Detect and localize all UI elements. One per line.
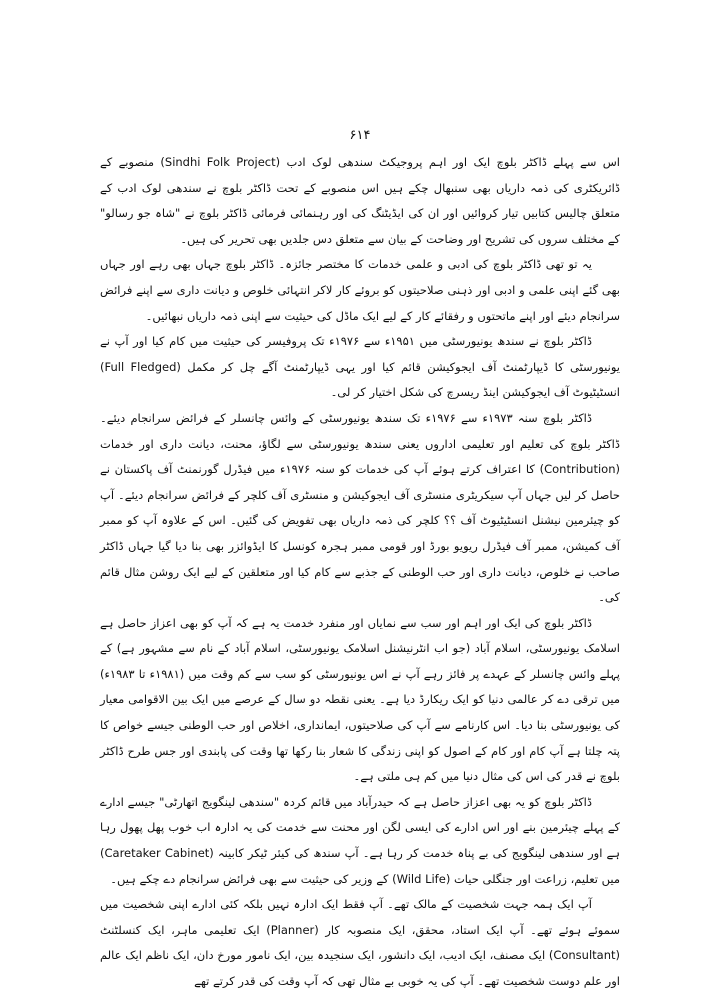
body-text [100, 150, 620, 995]
paragraph: ڈاکٹر بلوچ کو یہ بھی اعزاز حاصل ہے کہ حیدرآباد میں قائم کردہ "سندھی لینگویج اتھارٹی" جیسے ادارے کے پہلے چیئرمین بنے اور اس ادارے کی ایسی لگن اور محنت سے خدمت کی یہ ادارہ اب خوب پھل پھول رہا ہے اور سندھی لینگویج کی بے پناہ خدمت کر رہا ہے۔ آپ سندھ کی کیئر ٹیکر کابینہ (Caretaker Cabinet) میں تعلیم، زراعت اور جنگلی حیات (Wild Life) کے وزیر کی حیثیت سے بھی فرائض سرانجام دے چکے ہیں۔ [100, 794, 621, 886]
paragraph: آپ ایک ہمہ جہت شخصیت کے مالک تھے۔ آپ فقط ایک ادارہ نہیں بلکہ کئی ادارے اپنی شخصیت میں سموئے ہوئے تھے۔ آپ ایک استاد، محقق، ایک منصوبہ کار (Planner) ایک تعلیمی ماہر، ایک کنسلٹنٹ (Consultant) ایک مصنف، ایک ادیب، ایک دانشور، ایک سنجیدہ بین، ایک نامور مورخ دان، ایک ناظم ایک عالم اور علم دوست شخصیت تھے۔ آپ کی یہ خوبی بے مثال تھی کہ آپ وقت کی قدر کرتے تھے [100, 897, 620, 988]
page-number: ۶۱۴ [349, 128, 371, 143]
paragraph: ڈاکٹر بلوچ سنہ ۱۹۷۳ء سے ۱۹۷۶ء تک سندھ یونیورسٹی کے وائس چانسلر کے فرائض سرانجام دیئے۔ ڈاکٹر بلوچ کی تعلیم اور تعلیمی اداروں یعنی سندھ یونیورسٹی سے لگاؤ، محنت، دیانت داری اور خدمات (Contribution) کا اعتراف کرتے ہوئے آپ کی خدمات کو سنہ ۱۹۷۶ء میں فیڈرل گورنمنٹ آف پاکستان نے حاصل کر لیں جہاں آپ سیکریٹری منسٹری آف ایجوکیشن و منسٹری آف کلچر کے فرائض سرانجام دیئے۔ آپ کو چیئرمین نیشنل انسٹیٹیوٹ آف ؟؟ کلچر کی ذمہ داریاں بھی تفویض کی گئیں۔ اس کے علاوہ آپ کو ممبر آف کمیشن، ممبر آف فیڈرل ریویو بورڈ اور قومی ممبر ہجرہ کونسل کا ایڈوائزر بھی بنا دیا گیا جہاں ڈاکٹر صاحب نے خلوص، دیانت داری اور حب الوطنی کے جذبے سے کام کیا اور متعلقین کے لیے ایک روشن مثال قائم کی۔ [100, 410, 620, 605]
paragraph: ڈاکٹر بلوچ نے سندھ یونیورسٹی میں ۱۹۵۱ء سے ۱۹۷۶ء تک پروفیسر کی حیثیت میں کام کیا اور آپ نے یونیورسٹی کا ڈیپارٹمنٹ آف ایجوکیشن قائم کیا اور یہی ڈیپارٹمنٹ آگے چل کر مکمل (Full Fledged) انسٹیٹیوٹ آف ایجوکیشن اینڈ ریسرچ کی شکل اختیار کر لی۔ [100, 334, 620, 400]
paragraph: ڈاکٹر بلوچ کی ایک اور اہم اور سب سے نمایاں اور منفرد خدمت یہ ہے کہ آپ کو بھی اعزاز حاصل ہے اسلامک یونیورسٹی، اسلام آباد (جو اب انٹرنیشنل اسلامک یونیورسٹی، اسلام آباد کے نام سے مشہور ہے) کے پہلے وائس چانسلر کے عہدے پر فائز رہے آپ نے اس یونیورسٹی کو سب سے کم وقت میں (۱۹۸۱ء تا ۱۹۸۳ء) میں ترقی دے کر عالمی دنیا کو ایک ریکارڈ دیا ہے۔ یعنی نقطہ دو سال کے عرصے میں ایک بین الاقوامی معیار کی یونیورسٹی بنا دیا۔ اس کارنامے سے آپ کی صلاحیتوں، ایمانداری، اخلاص اور حب الوطنی جیسے خواص کا پتہ چلتا ہے آپ کام اور کام کے اصول کو اپنی زندگی کا شعار بنا رکھا تھا وقت کی پابندی اور جس طرح ڈاکٹر بلوچ نے قدر کی اس کی مثال دنیا میں کم ہی ملتی ہے۔ [100, 615, 620, 784]
paragraph: اس سے پہلے ڈاکٹر بلوچ ایک اور اہم پروجیکٹ سندھی لوک ادب (Sindhi Folk Project) منصوبے کے ڈائریکٹری کی ذمہ داریاں بھی سنبھال چکے ہیں اس منصوبے کے تحت ڈاکٹر بلوچ نے سندھی لوک ادب کے متعلق چالیس کتابیں تیار کروائیں اور ان کی ایڈیٹنگ کی اور رہنمائی فرمائی ڈاکٹر بلوچ نے "شاہ جو رسالو" کے مختلف سروں کی تشریح اور وضاحت کے بیان سے متعلق دس جلدیں بھی تحریر کی ہیں۔ [100, 155, 620, 246]
paragraph: یہ تو تھی ڈاکٹر بلوچ کی ادبی و علمی خدمات کا مختصر جائزہ۔ ڈاکٹر بلوچ جہاں بھی رہے اور جہاں بھی گئے اپنی علمی و ادبی اور ذہنی صلاحیتوں کو بروئے کار لاکر انتہائی خلوص و دیانت داری سے اپنے فرائض سرانجام دیئے اور اپنے ماتحتوں و رفقائے کار کے لیے ایک ماڈل کی حیثیت سے اپنی ذمہ داریاں نبھائیں۔ [100, 257, 620, 323]
